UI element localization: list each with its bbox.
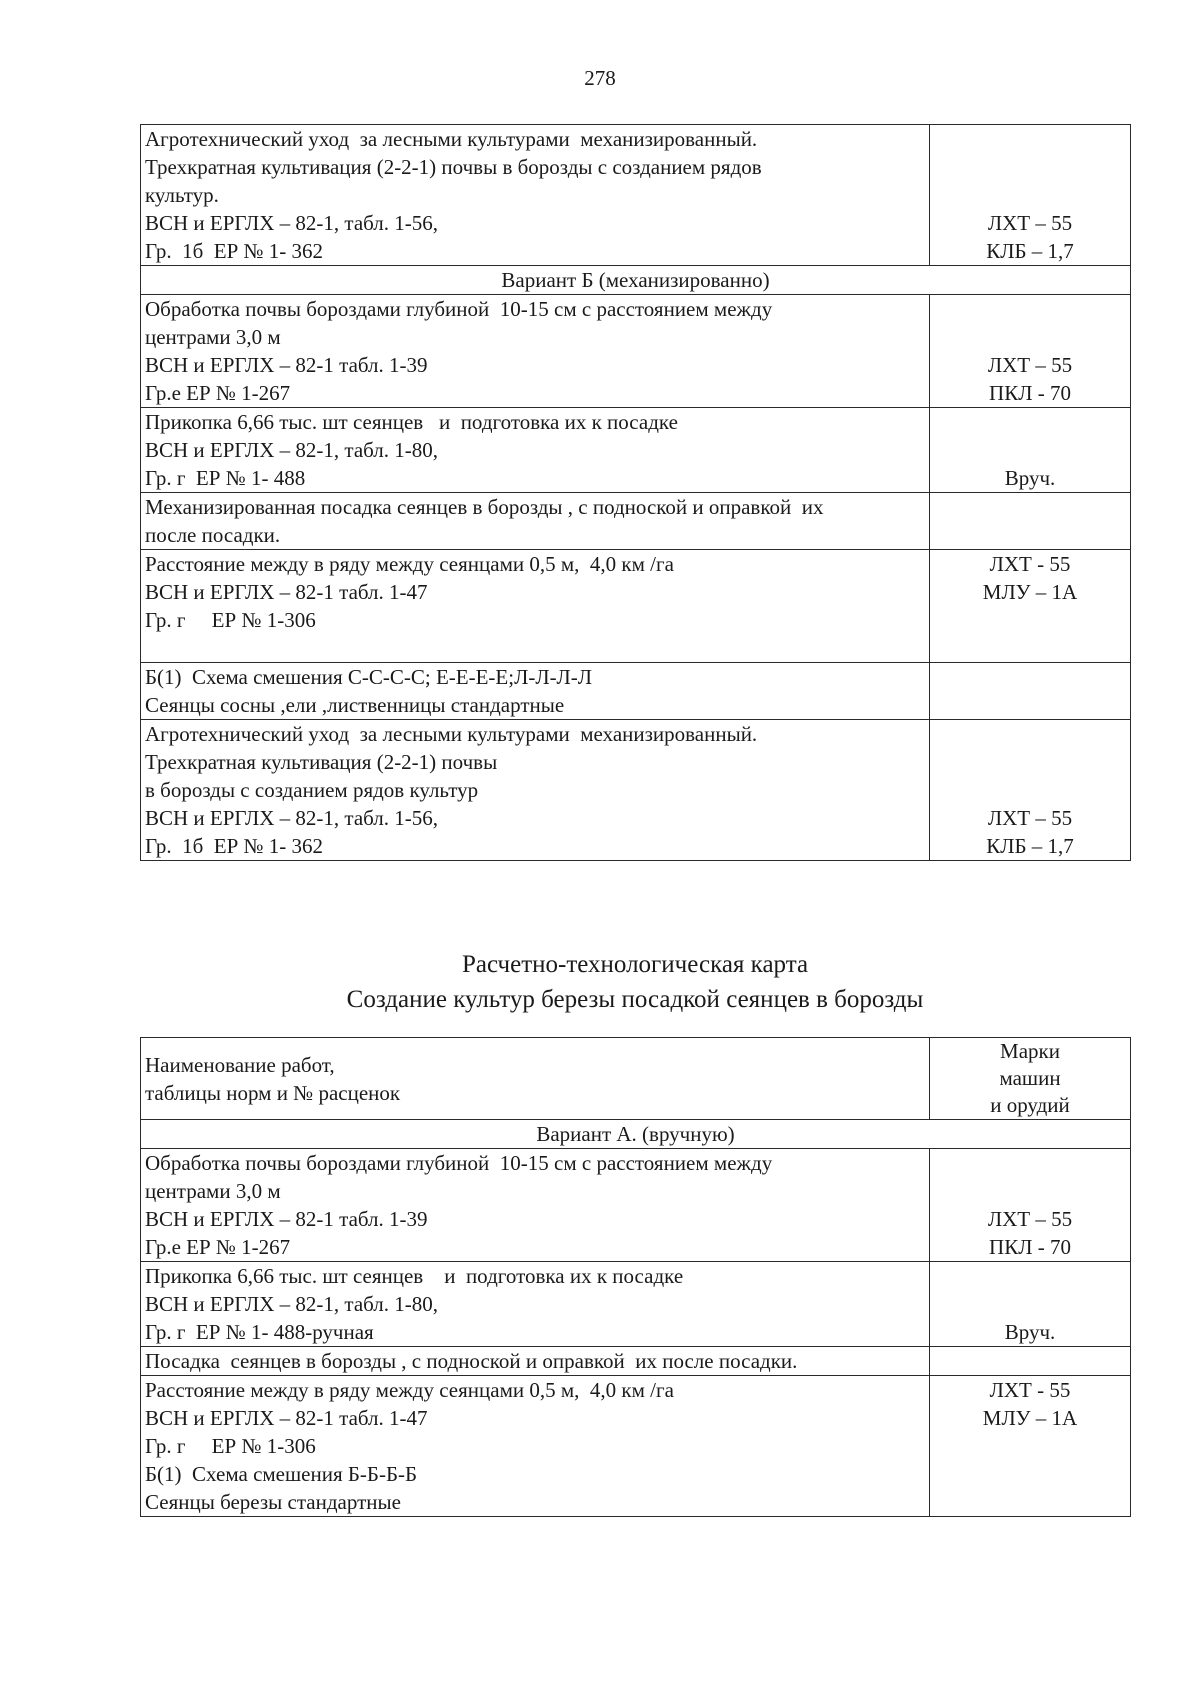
machine-brand-line: КЛБ – 1,7 (986, 239, 1074, 263)
work-description-cell (141, 1376, 930, 1517)
work-table-2 (140, 1037, 1131, 1517)
table-row (141, 663, 1131, 720)
work-description-line: центрами 3,0 м (145, 325, 281, 349)
work-description-line: ВСН и ЕРГЛХ – 82-1 табл. 1-39 (145, 1207, 428, 1231)
machine-brand-line: ЛХТ - 55 (989, 552, 1071, 576)
machine-brand-line: ЛХТ - 55 (989, 1378, 1071, 1402)
machine-brand-line: МЛУ – 1А (982, 580, 1078, 604)
table-row (141, 1376, 1131, 1517)
work-description-line: Гр. г ЕР № 1- 488 (145, 466, 306, 490)
work-description-cell (141, 550, 930, 663)
work-description-line: Прикопка 6,66 тыс. шт сеянцев и подготовка их к посадке (145, 410, 678, 434)
work-description-cell (141, 408, 930, 493)
work-description-line: ВСН и ЕРГЛХ – 82-1, табл. 1-56, (145, 211, 439, 235)
work-description-line: культур. (145, 183, 219, 207)
work-description-cell (141, 1262, 930, 1347)
work-description-line: Расстояние между в ряду между сеянцами 0,5 м, 4,0 км /га (145, 1378, 674, 1402)
work-description-line: ВСН и ЕРГЛХ – 82-1 табл. 1-47 (145, 1406, 428, 1430)
work-description-line: после посадки. (145, 523, 281, 547)
machine-brand-line: МЛУ – 1А (982, 1406, 1078, 1430)
work-description-cell (141, 493, 930, 550)
variant-heading: Вариант А. (вручную) (141, 1120, 1131, 1149)
work-description-line: Агротехнический уход за лесными культурами механизированный. (145, 722, 758, 746)
work-description-cell (141, 1347, 930, 1376)
table-row (141, 295, 1131, 408)
work-table-1 (140, 124, 1131, 861)
work-description-cell (141, 720, 930, 861)
machine-brand-line: ЛХТ – 55 (987, 1207, 1073, 1231)
work-description-line: Сеянцы березы стандартные (145, 1490, 401, 1514)
work-description-line: Гр.е ЕР № 1-267 (145, 1235, 291, 1259)
machine-brand-cell (930, 1347, 1131, 1376)
machine-brand-line: ПКЛ - 70 (989, 381, 1071, 405)
work-description-line: Трехкратная культивация (2-2-1) почвы в борозды с созданием рядов (145, 155, 762, 179)
work-description-line: Сеянцы сосны ,ели ,лиственницы стандартные (145, 693, 565, 717)
machine-brand-line: ПКЛ - 70 (989, 1235, 1071, 1259)
machine-brand-cell (930, 1376, 1131, 1517)
work-description-line: Посадка сеянцев в борозды , с подноской и оправкой их после посадки. (145, 1349, 798, 1373)
work-description-cell (141, 295, 930, 408)
work-description-line: Трехкратная культивация (2-2-1) почвы (145, 750, 498, 774)
table-header-row (141, 1038, 1131, 1120)
header-line: Марки (1000, 1039, 1060, 1063)
machine-brand-line: ЛХТ – 55 (987, 806, 1073, 830)
page-number: 278 (584, 66, 616, 90)
machine-brand-cell (930, 1149, 1131, 1262)
table-row (141, 1262, 1131, 1347)
machine-brand-line: Вруч. (1004, 466, 1056, 490)
machine-brand-cell (930, 663, 1131, 720)
work-description-cell (141, 663, 930, 720)
table-row (141, 550, 1131, 663)
work-description-line: Гр. 1б ЕР № 1- 362 (145, 834, 324, 858)
machine-brand-line: Вруч. (1004, 1320, 1056, 1344)
work-description-line: ВСН и ЕРГЛХ – 82-1, табл. 1-80, (145, 438, 439, 462)
variant-heading: Вариант Б (механизированно) (141, 266, 1131, 295)
table-row (141, 125, 1131, 266)
work-description-line: ВСН и ЕРГЛХ – 82-1, табл. 1-56, (145, 806, 439, 830)
machine-brand-cell (930, 295, 1131, 408)
work-description-line: Гр. 1б ЕР № 1- 362 (145, 239, 324, 263)
work-description-line: Гр.е ЕР № 1-267 (145, 381, 291, 405)
work-description-line: Обработка почвы бороздами глубиной 10-15 см с расстоянием между (145, 1151, 773, 1175)
table-row (141, 720, 1131, 861)
machine-brand-cell (930, 125, 1131, 266)
work-description-line: Обработка почвы бороздами глубиной 10-15 см с расстоянием между (145, 297, 773, 321)
section-subtitle: Создание культур березы посадкой сеянцев в борозды (346, 986, 924, 1013)
work-description-line: в борозды с созданием рядов культур (145, 778, 479, 802)
work-description-line: Прикопка 6,66 тыс. шт сеянцев и подготовка их к посадке (145, 1264, 684, 1288)
machine-brand-line: ЛХТ – 55 (987, 353, 1073, 377)
variant-row (141, 266, 1131, 295)
table-row (141, 1347, 1131, 1376)
work-description-cell (141, 1149, 930, 1262)
work-description-line: Агротехнический уход за лесными культурами механизированный. (145, 127, 758, 151)
work-description-line: ВСН и ЕРГЛХ – 82-1 табл. 1-47 (145, 580, 428, 604)
header-line: Наименование работ, (145, 1052, 335, 1077)
machine-brand-cell (930, 408, 1131, 493)
work-description-line: Расстояние между в ряду между сеянцами 0,5 м, 4,0 км /га (145, 552, 674, 576)
machine-brand-line: ЛХТ – 55 (987, 211, 1073, 235)
table-row (141, 408, 1131, 493)
machine-brand-cell (930, 493, 1131, 550)
machine-brand-cell (930, 1262, 1131, 1347)
work-description-line: Б(1) Схема смешения Б-Б-Б-Б (145, 1462, 418, 1486)
work-description-line: Б(1) Схема смешения С-С-С-С; Е-Е-Е-Е;Л-Л-Л-Л (145, 665, 593, 689)
header-line: и орудий (990, 1093, 1070, 1117)
machine-brand-line: КЛБ – 1,7 (986, 834, 1074, 858)
header-line: таблицы норм и № расценок (145, 1080, 401, 1105)
work-description-line: Гр. г ЕР № 1-306 (145, 608, 316, 632)
work-description-line: Механизированная посадка сеянцев в борозды , с подноской и оправкой их (145, 495, 824, 519)
work-description-line: ВСН и ЕРГЛХ – 82-1, табл. 1-80, (145, 1292, 439, 1316)
table-row (141, 1149, 1131, 1262)
work-description-line (145, 634, 925, 662)
variant-row (141, 1120, 1131, 1149)
work-description-cell (141, 125, 930, 266)
work-description-line: Гр. г ЕР № 1- 488-ручная (145, 1320, 374, 1344)
table-row (141, 493, 1131, 550)
section-title: Расчетно-технологическая карта (461, 951, 809, 978)
header-machine-brands (930, 1038, 1131, 1120)
work-description-line: ВСН и ЕРГЛХ – 82-1 табл. 1-39 (145, 353, 428, 377)
work-description-line: центрами 3,0 м (145, 1179, 281, 1203)
header-line: машин (999, 1066, 1061, 1090)
work-description-line: Гр. г ЕР № 1-306 (145, 1434, 316, 1458)
header-work-name (141, 1038, 930, 1120)
machine-brand-cell (930, 550, 1131, 663)
machine-brand-cell (930, 720, 1131, 861)
